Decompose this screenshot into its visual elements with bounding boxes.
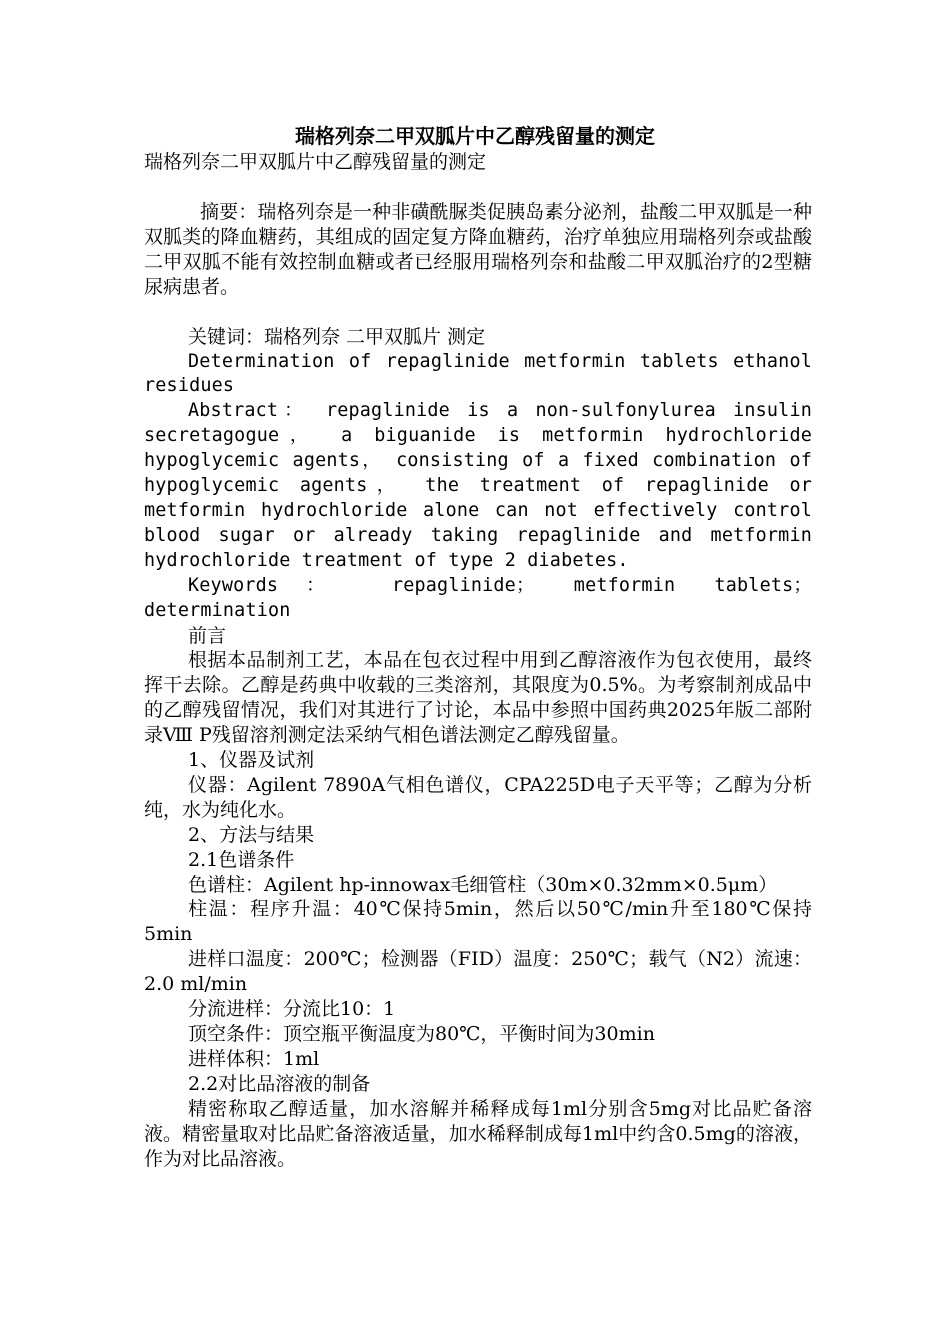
title-en: Determination of repaglinide metformin tablets ethanol residues [144, 350, 812, 397]
preface-text: 根据本品制剂工艺，本品在包衣过程中用到乙醇溶液作为包衣使用，最终挥干去除。乙醇是药典中收载的三类溶剂，其限度为0.5%。为考察制剂成品中的乙醇残留情况，我们对其进行了讨论，本品中参照中国药典2025年版二部附录Ⅷ P残留溶剂测定法采纳气相色谱法测定乙醇残留量。 [144, 649, 812, 747]
section21-heading: 2.1色谱条件 [188, 848, 295, 871]
preface-heading: 前言 [188, 624, 227, 647]
volume-spec: 进样体积：1ml [188, 1047, 320, 1070]
section22-heading: 2.2对比品溶液的制备 [188, 1072, 371, 1095]
section22-text: 精密称取乙醇适量，加水溶解并稀释成每1ml分别含5mg对比品贮备溶液。精密量取对比品贮备溶液适量，加水稀释制成每1ml中约含0.5mg的溶液，作为对比品溶液。 [144, 1097, 812, 1170]
section1-heading: 1、仪器及试剂 [188, 749, 315, 772]
split-spec: 分流进样：分流比10：1 [188, 998, 396, 1021]
document-title: 瑞格列奈二甲双胍片中乙醇残留量的测定 [295, 124, 655, 148]
temperature-spec: 柱温：程序升温：40℃保持5min，然后以50℃/min升至180℃保持5min [144, 898, 812, 946]
column-spec: 色谱柱：Agilent hp-innowax毛细管柱（30m×0.32mm×0.5μm） [188, 873, 778, 896]
keywords-cn: 关键词：瑞格列奈 二甲双胍片 测定 [188, 325, 486, 348]
document-body [144, 200, 812, 1171]
section1-text: 仪器：Agilent 7890A气相色谱仪，CPA225D电子天平等；乙醇为分析纯，水为纯化水。 [144, 773, 812, 821]
document-subtitle: 瑞格列奈二甲双胍片中乙醇残留量的测定 [144, 151, 487, 173]
abstract-cn: 摘要：瑞格列奈是一种非磺酰脲类促胰岛素分泌剂，盐酸二甲双胍是一种双胍类的降血糖药，其组成的固定复方降血糖药，治疗单独应用瑞格列奈或盐酸二甲双胍不能有效控制血糖或者已经服用瑞格列奈和盐酸二甲双胍治疗的2型糖尿病患者。 [144, 201, 812, 298]
headspace-spec: 顶空条件：顶空瓶平衡温度为80℃，平衡时间为30min [188, 1023, 655, 1045]
abstract-en: Abstract： repaglinide is a non-sulfonylurea insulin secretagogue， a biguanide is metformin hydrochloride hypoglycemic agents， consisting of a fixed combination of hypoglycemic agents， the treatment of repaglinide or metformin hydrochloride alone can not effectively control blood sugar or already taking repaglinide and metformin hydrochloride treatment of type 2 diabetes. [144, 400, 812, 571]
inlet-spec: 进样口温度：200℃；检测器（FID）温度：250℃；载气（N2）流速：2.0 ml/min [144, 948, 812, 996]
keywords-en: Keywords： repaglinide； metformin tablets； determination [144, 574, 812, 621]
section2-heading: 2、方法与结果 [188, 823, 315, 846]
